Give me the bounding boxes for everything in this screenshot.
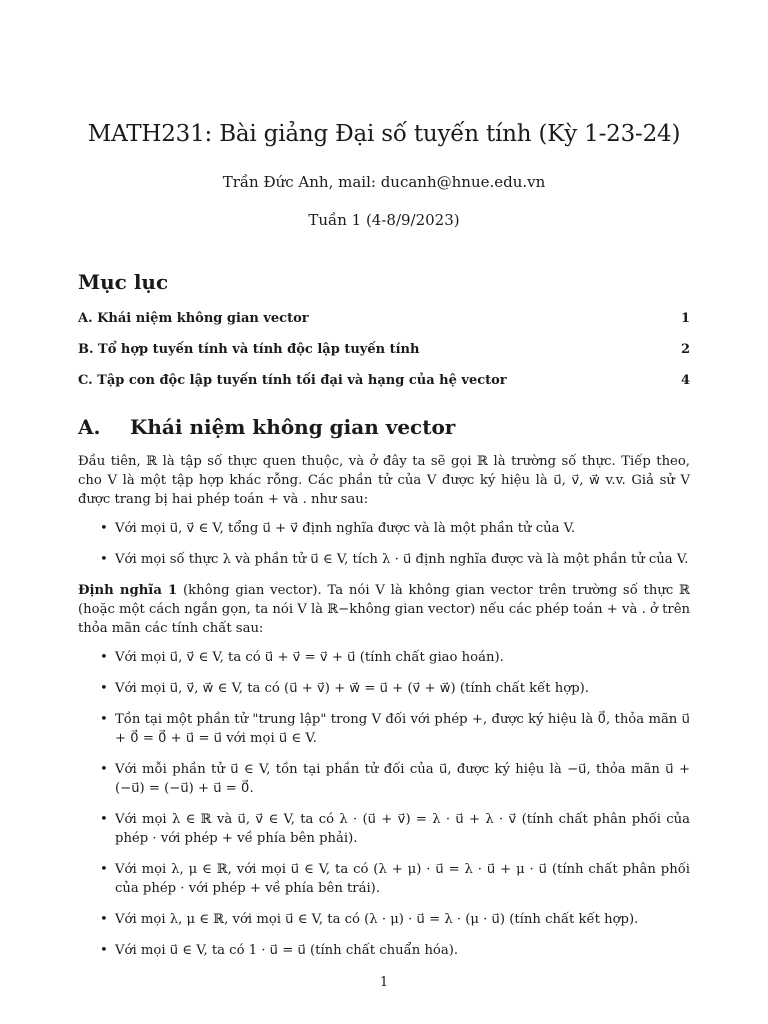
- bullet-icon: •: [100, 712, 108, 727]
- list-item: [78, 648, 690, 667]
- list-item-text: Với mọi u⃗ ∈ V, ta có 1 · u⃗ = u⃗ (tính chất chuẩn hóa).: [115, 943, 459, 958]
- toc-entry-label: B. Tổ hợp tuyến tính và tính độc lập tuyến tính: [78, 342, 420, 357]
- definition-paragraph: [78, 581, 690, 638]
- section-heading: [78, 415, 455, 439]
- list-item: [78, 550, 690, 569]
- list-item-text: Tồn tại một phần tử "trung lập" trong V đối với phép +, được ký hiệu là 0⃗, thỏa mãn u⃗ + 0⃗ = 0⃗ + u⃗ = u⃗ với mọi u⃗ ∈ V.: [115, 712, 690, 746]
- page-number: 1: [379, 975, 389, 990]
- bullet-icon: •: [100, 762, 108, 777]
- list-item: [78, 810, 690, 848]
- intro-paragraph: Đầu tiên, ℝ là tập số thực quen thuộc, và ở đây ta sẽ gọi ℝ là trường số thực. Tiếp theo, cho V là một tập hợp khác rỗng. Các phần tử của V được ký hiệu là u⃗, v⃗, w⃗ v.v. Giả sử V được trang bị hai phép toán + và . như sau:: [78, 454, 690, 507]
- list-item-text: Với mọi số thực λ và phần tử u⃗ ∈ V, tích λ · u⃗ định nghĩa được và là một phần tử của V.: [115, 552, 689, 567]
- definition-label: Định nghĩa 1: [78, 583, 178, 598]
- list-item-text: Với mọi λ ∈ ℝ và u⃗, v⃗ ∈ V, ta có λ · (u⃗ + v⃗) = λ · u⃗ + λ · v⃗ (tính chất phân phối của phép · với phép + về phía bên phải).: [115, 812, 690, 846]
- toc-heading: Mục lục: [78, 270, 169, 294]
- section-body: [78, 452, 690, 972]
- bullet-icon: •: [100, 912, 108, 927]
- toc-entry-page: 1: [680, 311, 690, 326]
- axioms-list: [78, 648, 690, 960]
- toc-entry-page: 4: [680, 373, 690, 388]
- list-item: [78, 910, 690, 929]
- page-title: MATH231: Bài giảng Đại số tuyến tính (Kỳ 1-23-24): [87, 121, 681, 147]
- date-line: Tuần 1 (4-8/9/2023): [308, 211, 460, 229]
- bullet-icon: •: [100, 650, 108, 665]
- toc-entry-label: C. Tập con độc lập tuyến tính tối đại và hạng của hệ vector: [78, 373, 507, 388]
- toc-entry-page: 2: [680, 342, 690, 357]
- list-item: [78, 760, 690, 798]
- list-item-text: Với mỗi phần tử u⃗ ∈ V, tồn tại phần tử đối của u⃗, được ký hiệu là −u⃗, thỏa mãn u⃗ + (−u⃗) = (−u⃗) + u⃗ = 0⃗.: [115, 762, 690, 796]
- list-item: [78, 710, 690, 748]
- bullet-icon: •: [100, 552, 108, 567]
- list-item: [78, 860, 690, 898]
- list-item: [78, 679, 690, 698]
- list-item-text: Với mọi λ, μ ∈ ℝ, với mọi u⃗ ∈ V, ta có (λ · μ) · u⃗ = λ · (μ · u⃗) (tính chất kết hợp).: [115, 912, 639, 927]
- toc-entry-label: A. Khái niệm không gian vector: [78, 311, 309, 326]
- list-item-text: Với mọi λ, μ ∈ ℝ, với mọi u⃗ ∈ V, ta có (λ + μ) · u⃗ = λ · u⃗ + μ · u⃗ (tính chất phân phối của phép · với phép + về phía bên trái).: [115, 862, 690, 896]
- list-item: [78, 941, 690, 960]
- section-number: A.: [78, 415, 101, 439]
- toc-entry[interactable]: [78, 311, 690, 326]
- list-item: [78, 519, 690, 538]
- toc-entry[interactable]: [78, 342, 690, 357]
- section-title: Khái niệm không gian vector: [130, 415, 456, 439]
- bullet-icon: •: [100, 812, 108, 827]
- list-item-text: Với mọi u⃗, v⃗ ∈ V, tổng u⃗ + v⃗ định nghĩa được và là một phần tử của V.: [115, 521, 576, 536]
- bullet-icon: •: [100, 681, 108, 696]
- operations-list: [78, 519, 690, 569]
- list-item-text: Với mọi u⃗, v⃗ ∈ V, ta có u⃗ + v⃗ = v⃗ + u⃗ (tính chất giao hoán).: [115, 650, 504, 665]
- toc-entry[interactable]: [78, 373, 690, 388]
- bullet-icon: •: [100, 943, 108, 958]
- definition-text: (không gian vector). Ta nói V là không gian vector trên trường số thực ℝ (hoặc một cách ngắn gọn, ta nói V là ℝ−không gian vector) nếu các phép toán + và . ở trên thỏa mãn các tính chất sau:: [78, 583, 690, 636]
- bullet-icon: •: [100, 862, 108, 877]
- list-item-text: Với mọi u⃗, v⃗, w⃗ ∈ V, ta có (u⃗ + v⃗) + w⃗ = u⃗ + (v⃗ + w⃗) (tính chất kết hợp).: [115, 681, 589, 696]
- bullet-icon: •: [100, 521, 108, 536]
- author-line: Trần Đức Anh, mail: ducanh@hnue.edu.vn: [222, 173, 546, 191]
